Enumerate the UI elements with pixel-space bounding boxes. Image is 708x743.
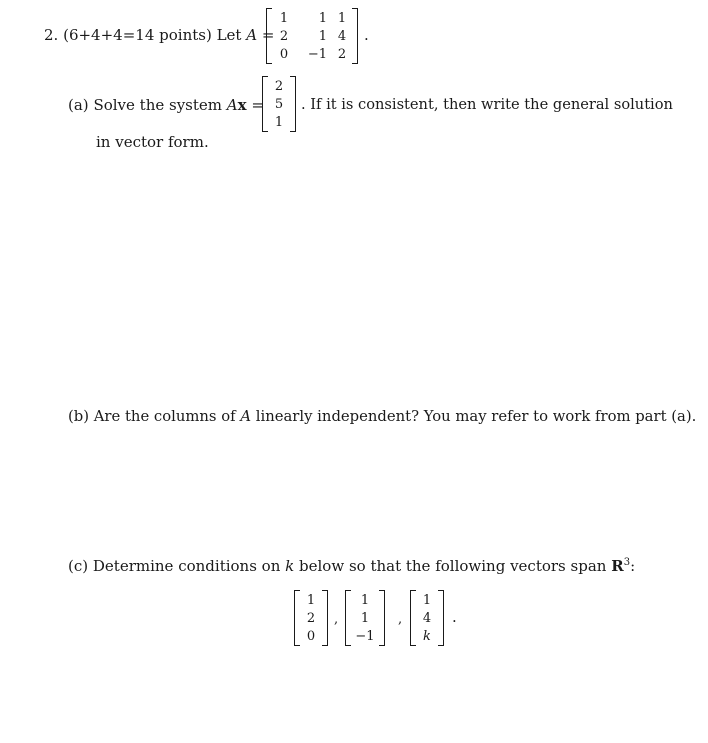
span-vector-entry: 4: [422, 611, 432, 626]
span-vector-entry: 2: [306, 611, 316, 626]
rhs-vector-entry: 1: [274, 115, 284, 130]
span-vector-entry: 1: [306, 593, 316, 608]
part-a-matrix: A: [226, 96, 238, 114]
part-c-label: (c): [68, 557, 89, 575]
vector-separator: ,: [334, 612, 339, 627]
part-a-label: (a): [68, 96, 89, 114]
matrix-a-entry: −1: [307, 47, 327, 62]
matrix-a: [266, 8, 358, 64]
part-a-text: Solve the system: [93, 96, 222, 114]
span-vector-entry: 1: [360, 593, 370, 608]
rhs-vector-entry: 5: [274, 97, 284, 112]
part-c-line: [68, 557, 635, 575]
part-a-text-after: . If it is consistent, then write the general solution: [301, 96, 673, 113]
matrix-a-entry: 1: [318, 11, 327, 26]
part-b-matrix: A: [240, 408, 252, 425]
matrix-a-entries: [275, 10, 353, 64]
problem-number: 2.: [44, 26, 59, 44]
matrix-a-entry: 4: [337, 29, 347, 44]
vector-separator: ,: [398, 612, 403, 627]
rhs-vector-entry: 2: [274, 79, 284, 94]
part-c-space: R: [611, 557, 624, 575]
part-b-text-2: linearly independent? You may refer to work from part (a).: [255, 408, 697, 425]
span-vector-entry: −1: [355, 629, 375, 644]
let-text: Let: [216, 26, 242, 44]
matrix-a-entry: 0: [279, 47, 289, 62]
span-vector-3: [410, 590, 444, 646]
part-c-colon: :: [630, 557, 636, 575]
span-vector-entry: k: [423, 629, 431, 644]
right-bracket: [322, 590, 328, 646]
part-b-line: [68, 408, 696, 425]
span-vectors-period: .: [452, 608, 457, 626]
part-c-variable: k: [285, 557, 295, 575]
problem-points: (6+4+4=14 points): [63, 26, 212, 44]
span-vector-1-entries: [300, 592, 322, 646]
part-b-text: Are the columns of: [93, 408, 236, 425]
span-vector-entry: 1: [422, 593, 432, 608]
part-a-line: [68, 96, 264, 114]
span-vector-2-entries: [351, 592, 379, 646]
rhs-vector: [262, 76, 296, 132]
matrix-a-entry: 1: [318, 29, 327, 44]
matrix-name-a: A: [246, 26, 258, 44]
right-bracket: [379, 590, 385, 646]
span-vector-3-entries: [416, 592, 438, 646]
span-vector-1: [294, 590, 328, 646]
matrix-a-period: .: [364, 26, 369, 44]
rhs-vector-entries: [268, 78, 290, 132]
span-vector-2: [345, 590, 385, 646]
equals-sign: =: [261, 26, 275, 44]
matrix-a-entry: 1: [337, 11, 347, 26]
part-c-text-2: below so that the following vectors span: [299, 557, 607, 575]
part-c-text: Determine conditions on: [92, 557, 281, 575]
span-vector-entry: 0: [306, 629, 316, 644]
left-bracket: [266, 8, 272, 64]
part-a-equals: =: [251, 96, 264, 114]
part-a-continuation: in vector form.: [96, 133, 209, 151]
matrix-a-entry: 1: [279, 11, 289, 26]
problem-statement: [44, 26, 274, 44]
part-c-exponent: 3: [623, 557, 631, 568]
span-vector-entry: 1: [360, 611, 370, 626]
right-bracket: [290, 76, 296, 132]
matrix-a-entry: 2: [279, 29, 289, 44]
part-b-label: (b): [68, 408, 90, 425]
part-a-vector-x: x: [237, 96, 247, 114]
matrix-a-entry: 2: [337, 47, 347, 62]
right-bracket: [438, 590, 444, 646]
